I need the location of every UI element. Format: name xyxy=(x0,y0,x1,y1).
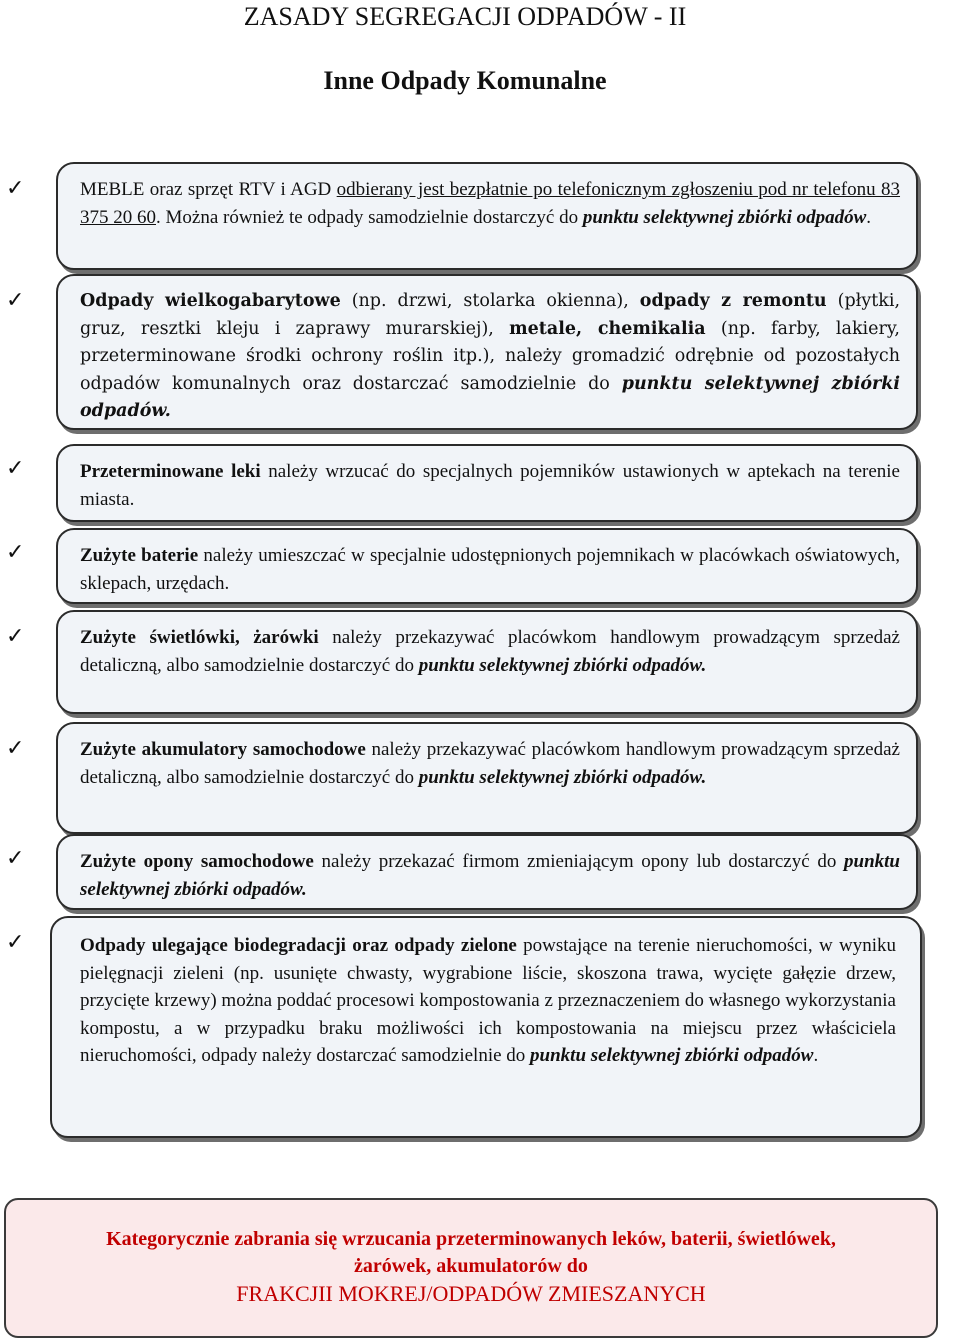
rule-box-furniture xyxy=(56,162,918,270)
rule-box-medicines xyxy=(56,444,918,522)
rule-box-car-batteries xyxy=(56,722,918,834)
collection-point-text: punktu selektywnej zbiórki odpadów. xyxy=(80,851,900,900)
rule-lead: Przeterminowane leki xyxy=(80,461,261,482)
warning-line-3: FRAKCJII MOKREJ/ODPADÓW ZMIESZANYCH xyxy=(236,1281,706,1306)
rule-box-bulbs xyxy=(56,610,918,714)
rule-lead: Zużyte akumulatory samochodowe xyxy=(80,739,366,760)
checkmark-icon: ✓ xyxy=(6,288,25,313)
rule-body: (np. farby, lakiery, przeterminowane środki ochrony roślin itp.), należy gromadzić odrębnie od pozostałych odpadów komunalnych oraz dostarczać samodzielnie do xyxy=(80,318,900,394)
phone-pickup-text: odbierany jest bezpłatnie po telefonicznym zgłoszeniu pod nr telefonu 83 375 20 60 xyxy=(80,179,901,228)
rule-emphasis: metale, chemikalia xyxy=(509,318,706,339)
rule-body: należy przekazać firmom zmieniającym opony lub dostarczyć do xyxy=(313,851,844,872)
rule-lead: Zużyte opony samochodowe xyxy=(80,851,314,872)
rule-box-bulky xyxy=(56,274,918,430)
rule-lead: MEBLE oraz sprzęt RTV i AGD xyxy=(80,179,332,200)
collection-point-text: punktu selektywnej zbiórki odpadów. xyxy=(80,373,901,421)
collection-point-text: punktu selektywnej zbiórki odpadów. xyxy=(418,654,707,676)
rule-box-tyres xyxy=(56,834,918,910)
rule-text xyxy=(80,848,900,903)
page-subtitle: Inne Odpady Komunalne xyxy=(323,66,607,95)
rule-body: należy umieszczać w specjalnie udostępnionych pojemnikach w placówkach oświatowych, sklepach, urzędach. xyxy=(80,545,901,594)
rule-lead: Odpady wielkogabarytowe xyxy=(80,291,341,311)
collection-point-text: punktu selektywnej zbiórki odpadów xyxy=(530,1045,814,1066)
rule-end: . xyxy=(813,1045,819,1066)
checkmark-icon: ✓ xyxy=(6,176,25,201)
collection-point-text: punktu selektywnej zbiórki odpadów xyxy=(582,206,867,228)
page-title: ZASADY SEGREGACJI ODPADÓW - II xyxy=(243,2,687,31)
rule-body: należy przekazywać placówkom handlowym prowadzącym sprzedaż detaliczną, albo samodzielnie dostarczyć do xyxy=(80,627,900,676)
rule-text xyxy=(80,176,900,231)
rule-emphasis: odpady z remontu xyxy=(639,291,827,311)
rule-body: należy wrzucać do specjalnych pojemników ustawionych w aptekach na terenie miasta. xyxy=(80,461,900,510)
rule-body: (płytki, gruz, resztki kleju i zaprawy murarskiej), xyxy=(80,291,901,339)
rule-box-biodegradable xyxy=(50,916,922,1138)
rule-box-batteries xyxy=(56,528,918,604)
rule-lead: Zużyte baterie xyxy=(80,545,199,566)
rule-body: powstające na terenie nieruchomości, w wyniku pielęgnacji zieleni (np. usunięte chwasty, wygrabione liście, skoszona trawa, wycięte gałęzie drzew, przycięte krzewy) można poddać procesowi kompostowania z przeznaczeniem do własnego wykorzystania kompostu, a w przypadku braku możliwości ich kompostowania na miejscu przez właściciela nieruchomości, odpady należy dostarczać samodzielnie do xyxy=(80,935,897,1066)
rule-text xyxy=(80,288,900,426)
rule-lead: Odpady ulegające biodegradacji oraz odpady zielone xyxy=(80,935,517,956)
rule-body: (np. drzwi, stolarka okienna), xyxy=(340,291,640,311)
warning-line-1: Kategorycznie zabrania się wrzucania przeterminowanych leków, baterii, świetlówek, xyxy=(106,1228,836,1250)
rule-lead: Zużyte świetlówki, żarówki xyxy=(80,627,319,648)
checkmark-icon: ✓ xyxy=(6,540,25,565)
checkmark-icon: ✓ xyxy=(6,846,25,871)
checkmark-icon: ✓ xyxy=(6,456,25,481)
collection-point-text: punktu selektywnej zbiórki odpadów. xyxy=(418,766,707,788)
warning-box xyxy=(4,1198,938,1338)
warning-line-2: żarówek, akumulatorów do xyxy=(354,1255,588,1277)
checkmark-icon: ✓ xyxy=(6,736,25,761)
rule-text xyxy=(80,736,900,791)
rule-text xyxy=(80,932,896,1070)
rule-text xyxy=(80,542,900,597)
rule-body: należy przekazywać placówkom handlowym prowadzącym sprzedaż detaliczną, albo samodzielnie dostarczyć do xyxy=(80,739,900,788)
rule-end: . xyxy=(866,206,872,228)
checkmark-icon: ✓ xyxy=(6,624,25,649)
rule-body: . Można również te odpady samodzielnie dostarczyć do xyxy=(156,206,583,228)
checkmark-icon: ✓ xyxy=(6,930,25,955)
rule-text xyxy=(80,458,900,513)
rule-text xyxy=(80,624,900,679)
